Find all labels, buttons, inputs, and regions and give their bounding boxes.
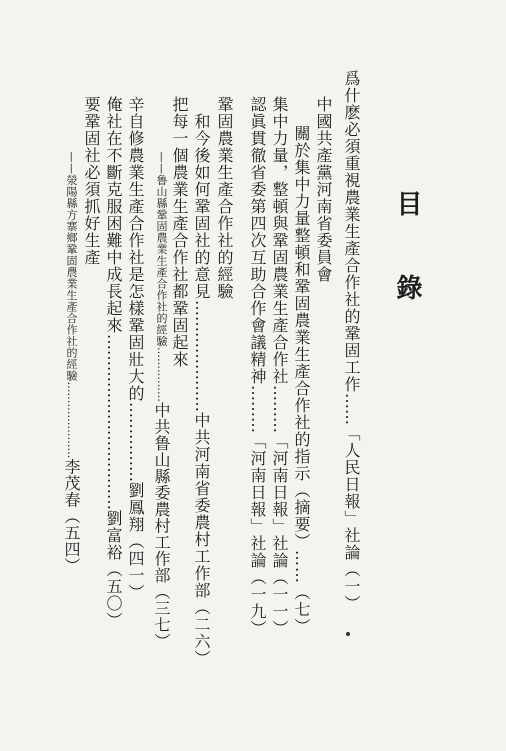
entry-page: （一九） [248, 569, 267, 637]
bullet-dot [346, 632, 350, 636]
entry-page: （二六） [192, 599, 211, 667]
entry-source: 中共鲁山縣委農村工作部 [152, 402, 171, 584]
entry-page: （五〇） [104, 561, 123, 629]
entry-source: 「河南日報」社論 [248, 433, 267, 569]
leader-dots: ………………… [192, 300, 211, 412]
toc-entry-13 [60, 140, 82, 574]
toc-entry-4 [268, 96, 290, 637]
toc-entry-5 [246, 96, 268, 637]
leader-dots: ……… [270, 385, 289, 433]
entry-source: 「人民日報」社論 [342, 425, 361, 561]
toc-entry-1 [340, 70, 362, 612]
toc-entry-7 [190, 96, 212, 667]
entry-page: （四一） [126, 533, 145, 601]
entry-source: 劉富裕 [104, 510, 123, 561]
entry-source: 劉鳳翔 [126, 482, 145, 533]
entry-page: （一） [342, 561, 361, 612]
entry-source: （摘要）…… [292, 482, 311, 584]
entry-title: 鞏固農業生產合作社的經驗 [215, 96, 234, 300]
toc-entry-11 [102, 96, 124, 629]
entry-title: 關於集中力量整頓和鞏固農業生產合作社的指示 [292, 108, 311, 482]
leader-dots: ………………… [65, 381, 78, 459]
entry-source: 中共河南省委農村工作部 [192, 412, 211, 599]
entry-title: 要鞏固社必須抓好生產 [82, 96, 101, 266]
entry-source: 李茂春 [62, 458, 81, 508]
entry-title: 爲什麽必須重視農業生產合作社的鞏固工作 [342, 70, 361, 393]
entry-title: 俺社在不斷克服困難中成長起來 [104, 96, 123, 334]
entry-title: ——滎陽縣方寨鄉鞏固農業生產合作社的經驗 [65, 140, 78, 382]
leader-dots: ……… [248, 385, 267, 433]
toc-entry-3 [290, 108, 312, 635]
entry-page: （三七） [152, 583, 171, 650]
entry-page: （七） [292, 584, 311, 635]
toc-entry-6 [213, 96, 235, 300]
leader-dots: …………… [155, 347, 168, 402]
toc-entry-10 [124, 96, 146, 601]
leader-dots: …………………………… [104, 334, 123, 510]
entry-title: 集中力量，整頓與鞏固農業生產合作社 [270, 96, 289, 385]
toc-entry-2 [312, 96, 334, 283]
leader-dots: …… [342, 393, 361, 425]
entry-page: （五四） [62, 508, 81, 574]
entry-title: 辛自修農業生產合作社是怎樣鞏固壯大的 [126, 96, 145, 402]
entry-title: 中國共產黨河南省委員會 [314, 96, 333, 283]
leader-dots: …………… [126, 402, 145, 482]
entry-title: ——鲁山縣鞏固農業生產合作社的經驗 [155, 140, 168, 347]
entry-source: 「河南日報」社論 [270, 433, 289, 569]
page-title: 目錄 [392, 190, 422, 358]
entry-title: 認眞貫徹省委第四次互助合作會議精神 [248, 96, 267, 385]
entry-title: 把每一個農業生產合作社都鞏固起來 [170, 96, 189, 368]
toc-entry-12 [80, 96, 102, 266]
entry-title: 和今後如何鞏固社的意見 [192, 96, 211, 300]
toc-entry-9 [150, 140, 172, 650]
entry-page: （一一） [270, 569, 289, 637]
